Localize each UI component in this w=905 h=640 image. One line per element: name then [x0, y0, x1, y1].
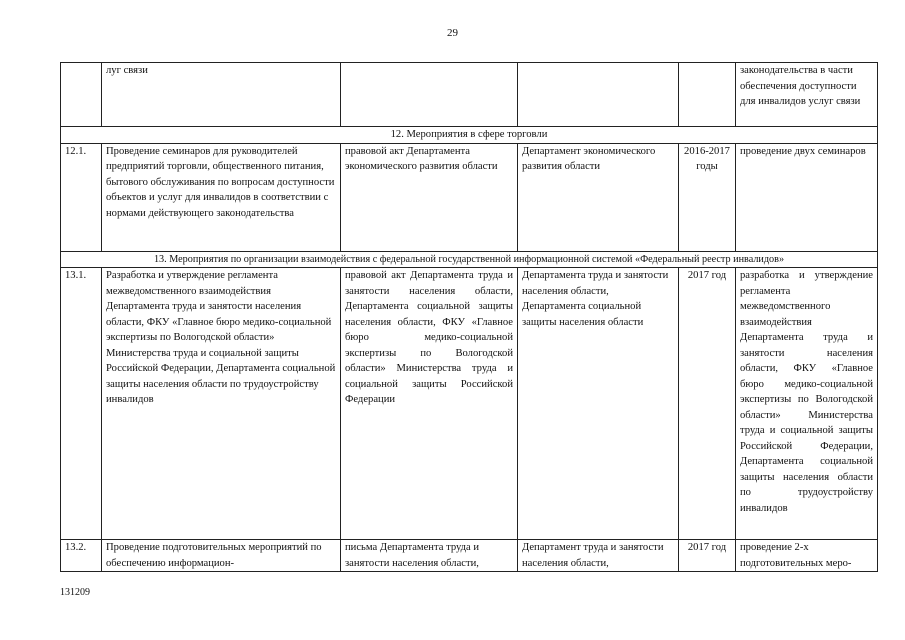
cell-document: правовой акт Департамента экономического развития области: [341, 143, 518, 251]
cell-number: 12.1.: [61, 143, 102, 251]
table-row-continuation: [61, 63, 878, 127]
table-row-12-1: [61, 143, 878, 251]
document-code: 131209: [60, 587, 90, 598]
table-row-13-2: [61, 540, 878, 572]
section-header-12: [61, 127, 878, 144]
table-row-13-1: [61, 268, 878, 540]
cell-measure: Разработка и утверждение регламента межведомственного взаимодействия Департамента труда и занятости населения области, ФКУ «Главное бюро медико-социальной экспертизы по Вологодской области» Министерства труда и социальной защиты Российской Федерации, Департамента социальной защиты населения области по трудоустройству инвалидов: [102, 268, 341, 540]
cell-document: письма Департамента труда и занятости населения области,: [341, 540, 518, 572]
cell-executor: Департамент экономического развития области: [518, 143, 679, 251]
section-title-13: 13. Мероприятия по организации взаимодействия с федеральной государственной информационной системой «Федеральный реестр инвалидов»: [61, 251, 878, 268]
cell-number: 13.2.: [61, 540, 102, 572]
cell-years: [679, 63, 736, 127]
cell-executor: Департамент труда и занятости населения области,: [518, 540, 679, 572]
cell-document: правовой акт Департамента труда и занятости населения области, Департамента социальной защиты населения области, ФКУ «Главное бюро медико-социальной экспертизы по Вологодской области» Министерства труда и социальной защиты Российской Федерации: [341, 268, 518, 540]
cell-years: 2017 год: [679, 268, 736, 540]
cell-document: [341, 63, 518, 127]
cell-result: законодательства в части обеспечения доступности для инвалидов услуг связи: [736, 63, 878, 127]
cell-number: 13.1.: [61, 268, 102, 540]
measures-table: [60, 62, 878, 572]
cell-years: 2016-2017 годы: [679, 143, 736, 251]
section-title-12: 12. Мероприятия в сфере торговли: [61, 127, 878, 144]
cell-years: 2017 год: [679, 540, 736, 572]
cell-result: проведение двух семинаров: [736, 143, 878, 251]
cell-executor: Департамента труда и занятости населения области, Департамента социальной защиты населения области: [518, 268, 679, 540]
cell-result: разработка и утверждение регламента межведомственного взаимодействия Департамента труда и занятости населения области, ФКУ «Главное бюро медико-социальной экспертизы по Вологодской области» Министерства труда и социальной защиты Российской Федерации, Департамента социальной защиты населения области по трудоустройству инвалидов: [736, 268, 878, 540]
cell-measure: луг связи: [102, 63, 341, 127]
cell-measure: Проведение семинаров для руководителей предприятий торговли, общественного питания, бытового обслуживания по вопросам доступности объектов и услуг для инвалидов в соответствии с нормами действующего законодательства: [102, 143, 341, 251]
page-number: 29: [447, 27, 458, 39]
cell-executor: [518, 63, 679, 127]
cell-number: [61, 63, 102, 127]
section-header-13: [61, 251, 878, 268]
cell-measure: Проведение подготовительных мероприятий по обеспечению информацион-: [102, 540, 341, 572]
cell-result: проведение 2-х подготовительных меро-: [736, 540, 878, 572]
